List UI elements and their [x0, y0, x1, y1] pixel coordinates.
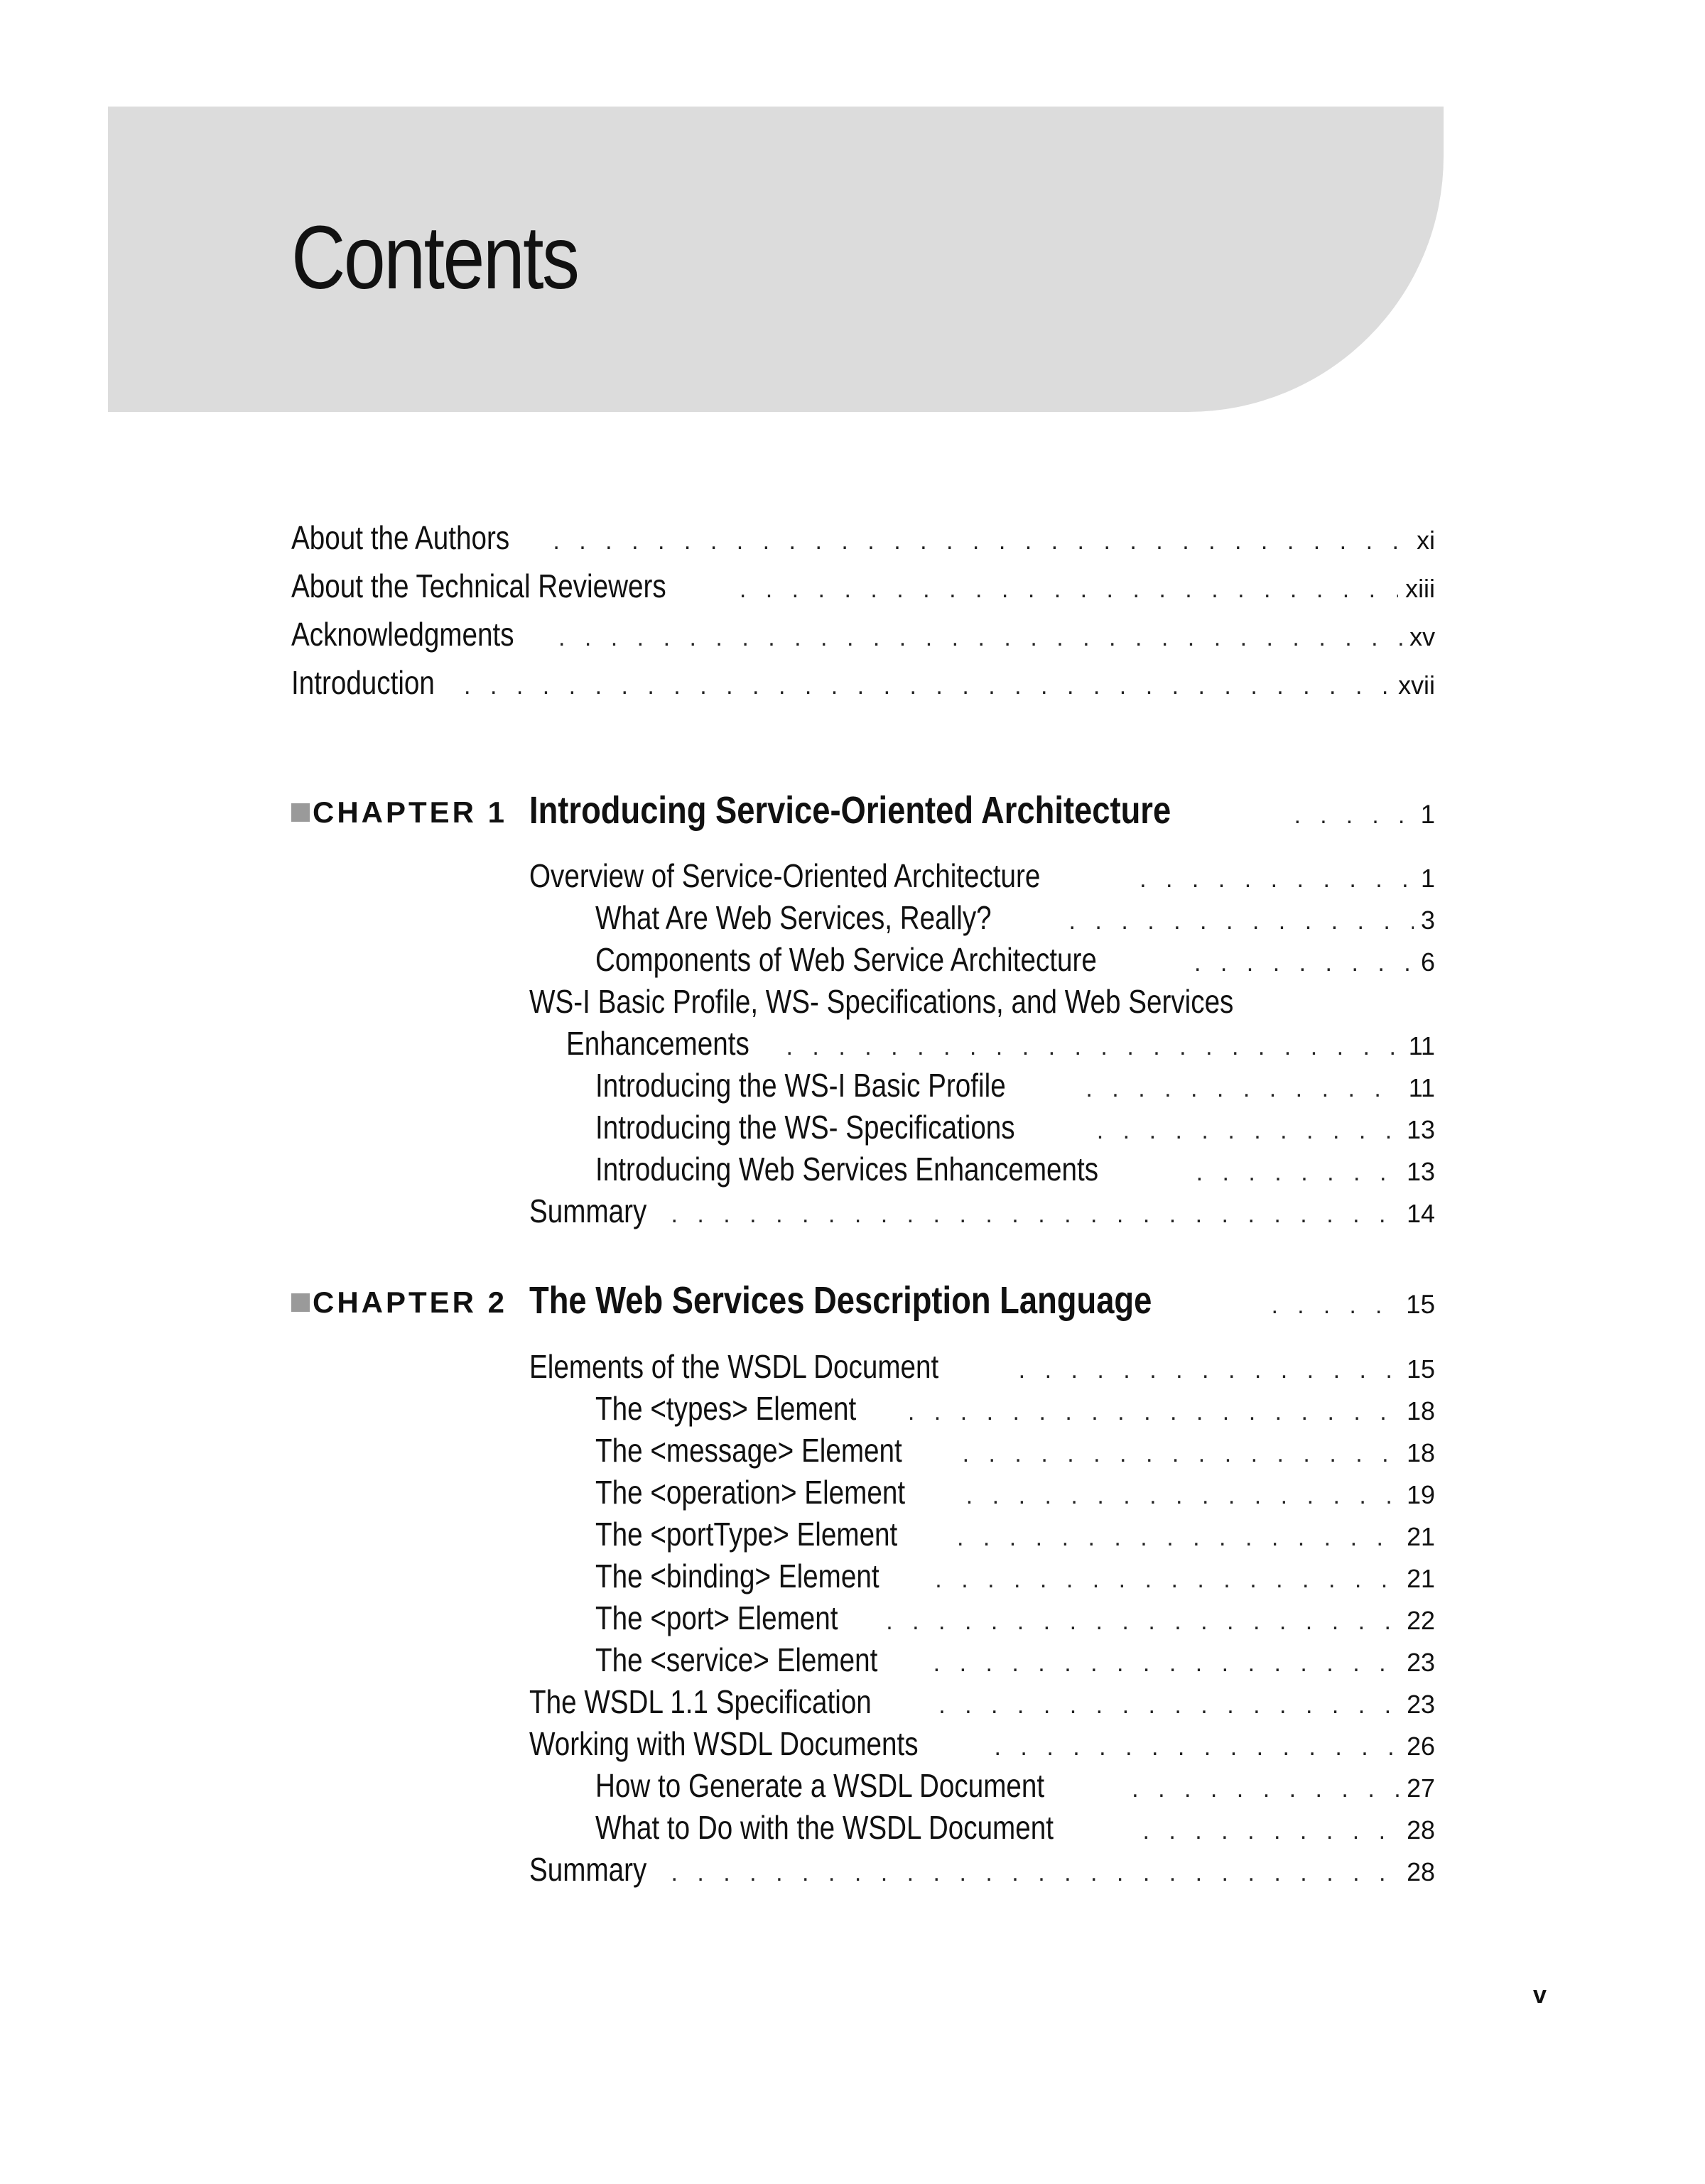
toc-entry[interactable]	[566, 1024, 1435, 1063]
toc-entry-label: What Are Web Services, Really?	[595, 899, 992, 936]
toc-entry-label: Introducing the WS- Specifications	[595, 1109, 1015, 1146]
dot-leader	[1140, 866, 1414, 893]
toc-entry-introduction[interactable]	[291, 663, 1435, 702]
toc-entry-label: Components of Web Service Architecture	[595, 941, 1097, 978]
toc-page-number: 15	[1406, 1290, 1435, 1319]
toc-page-number: xi	[1417, 526, 1435, 555]
toc-entry-label: Elements of the WSDL Document	[529, 1348, 939, 1385]
toc-page-number: 27	[1407, 1774, 1435, 1803]
chapter-title: Introducing Service-Oriented Architecture	[529, 789, 1171, 832]
toc-page-number: 23	[1407, 1690, 1435, 1719]
toc-page-number: 22	[1407, 1607, 1435, 1635]
toc-entry[interactable]	[595, 1808, 1435, 1847]
dot-leader	[1069, 908, 1414, 935]
chapter-number: CHAPTER 2	[313, 1286, 508, 1319]
toc-page-number: 21	[1407, 1565, 1435, 1593]
toc-entry[interactable]	[529, 1683, 1435, 1721]
dot-leader	[886, 1608, 1400, 1636]
toc-entry-acknowledgments[interactable]	[291, 615, 1435, 653]
toc-page-number: xvii	[1398, 671, 1435, 700]
chapter-number: CHAPTER 1	[313, 795, 508, 829]
toc-entry[interactable]	[595, 1150, 1435, 1188]
chapter-1-title-entry[interactable]	[529, 788, 1435, 832]
toc-page-number: 11	[1408, 1074, 1435, 1102]
toc-entry-label: Acknowledgments	[291, 616, 514, 653]
toc-page-number: 19	[1407, 1481, 1435, 1509]
toc-entry-about-reviewers[interactable]	[291, 567, 1435, 605]
toc-entry[interactable]	[595, 898, 1435, 937]
toc-page-number: 23	[1407, 1648, 1435, 1677]
toc-page-number: 21	[1407, 1523, 1435, 1551]
toc-page-number: 15	[1407, 1355, 1435, 1384]
toc-entry-label: About the Authors	[291, 519, 510, 556]
toc-entry[interactable]	[529, 982, 1435, 1021]
toc-page-number: 18	[1407, 1439, 1435, 1467]
toc-entry-label: Summary	[529, 1192, 647, 1229]
dot-leader	[1132, 1776, 1400, 1803]
toc-entry-label: Introducing Web Services Enhancements	[595, 1151, 1099, 1188]
dot-leader	[995, 1734, 1400, 1761]
chapter-title: The Web Services Description Language	[529, 1279, 1152, 1322]
dot-leader	[786, 1033, 1402, 1061]
dot-leader	[1019, 1357, 1400, 1384]
toc-entry-label: The <service> Element	[595, 1641, 878, 1678]
dot-leader	[1196, 1159, 1400, 1187]
toc-entry[interactable]	[529, 1347, 1435, 1386]
dot-leader	[933, 1650, 1400, 1678]
toc-entry-label: Summary	[529, 1851, 647, 1888]
toc-page-number: 1	[1421, 864, 1435, 893]
toc-entry[interactable]	[595, 1108, 1435, 1146]
toc-page-number: 28	[1407, 1858, 1435, 1886]
toc-entry-label: Introducing the WS-I Basic Profile	[595, 1067, 1006, 1104]
toc-entry[interactable]	[529, 1724, 1435, 1763]
dot-leader	[938, 1692, 1400, 1720]
toc-page-number: 3	[1421, 906, 1435, 935]
dot-leader	[1086, 1075, 1401, 1103]
dot-leader	[1272, 1293, 1399, 1320]
toc-page-number: 13	[1407, 1158, 1435, 1186]
toc-page-number: 26	[1407, 1732, 1435, 1761]
toc-page-number: 1	[1420, 800, 1435, 829]
toc-entry-label: The <portType> Element	[595, 1516, 898, 1553]
dot-leader	[966, 1482, 1400, 1510]
toc-entry-label: How to Generate a WSDL Document	[595, 1767, 1045, 1804]
toc-page-number: 11	[1408, 1032, 1435, 1060]
toc-entry-label: WS-I Basic Profile, WS- Specifications, and Web Services	[529, 983, 1234, 1020]
toc-entry-label: The <message> Element	[595, 1432, 902, 1469]
dot-leader	[671, 1859, 1400, 1887]
dot-leader	[558, 624, 1402, 652]
toc-page-number: xv	[1409, 623, 1435, 651]
toc-entry-label: The <binding> Element	[595, 1558, 879, 1594]
chapter-2-title-entry[interactable]	[529, 1278, 1435, 1322]
dot-leader	[908, 1398, 1400, 1426]
dot-leader	[553, 528, 1409, 555]
chapter-1-label	[291, 795, 507, 830]
toc-entry[interactable]	[529, 1192, 1435, 1230]
toc-page-number: 6	[1421, 948, 1435, 977]
toc-page-number: xiii	[1405, 575, 1435, 603]
toc-entry-label: The <operation> Element	[595, 1474, 906, 1511]
toc-entry-label: The WSDL 1.1 Specification	[529, 1683, 872, 1720]
toc-entry[interactable]	[595, 1389, 1435, 1428]
toc-entry[interactable]	[595, 1599, 1435, 1637]
toc-page-number: 18	[1407, 1397, 1435, 1425]
toc-entry[interactable]	[595, 1431, 1435, 1469]
toc-entry-about-authors[interactable]	[291, 518, 1435, 557]
toc-page-number: 14	[1407, 1200, 1435, 1228]
toc-entry-label: Overview of Service-Oriented Architecture	[529, 857, 1041, 894]
dot-leader	[671, 1201, 1400, 1229]
toc-entry[interactable]	[595, 1473, 1435, 1511]
dot-leader	[963, 1440, 1400, 1468]
toc-entry-label: What to Do with the WSDL Document	[595, 1809, 1054, 1846]
toc-page-number: 13	[1407, 1116, 1435, 1144]
toc-entry-label: Introduction	[291, 664, 435, 701]
dot-leader	[1194, 950, 1414, 977]
dot-leader	[1142, 1818, 1400, 1845]
toc-entry[interactable]	[529, 1850, 1435, 1889]
toc-entry[interactable]	[595, 1641, 1435, 1679]
toc-entry-label: The <types> Element	[595, 1390, 857, 1427]
toc-entry-label: The <port> Element	[595, 1599, 838, 1636]
toc-entry[interactable]	[595, 940, 1435, 979]
toc-entry[interactable]	[529, 857, 1435, 895]
toc-entry[interactable]	[595, 1557, 1435, 1595]
toc-entry[interactable]	[595, 1066, 1435, 1104]
toc-entry-label: Working with WSDL Documents	[529, 1725, 919, 1762]
dot-leader	[1097, 1117, 1400, 1145]
dot-leader	[957, 1524, 1400, 1552]
dot-leader	[1294, 803, 1414, 830]
toc-entry-label: Enhancements	[566, 1025, 749, 1062]
dot-leader	[740, 576, 1398, 604]
toc-page-number: 28	[1407, 1816, 1435, 1845]
dot-leader	[464, 673, 1391, 700]
toc-entry[interactable]	[595, 1515, 1435, 1553]
chapter-2-label	[291, 1286, 507, 1320]
page-folio: v	[1533, 1982, 1547, 2009]
toc-entry[interactable]	[595, 1766, 1435, 1805]
chapter-marker	[291, 1293, 310, 1312]
page-title: Contents	[291, 207, 578, 308]
dot-leader	[935, 1566, 1400, 1594]
chapter-marker	[291, 803, 310, 822]
toc-entry-label: About the Technical Reviewers	[291, 567, 666, 604]
